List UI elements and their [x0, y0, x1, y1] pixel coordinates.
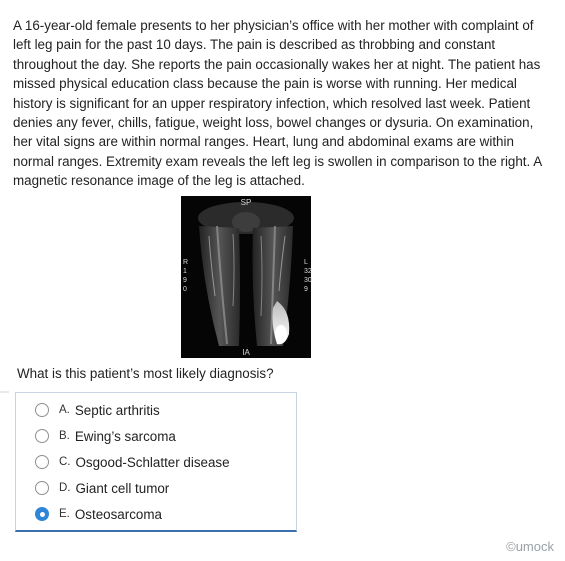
- option-text: Osgood-Schlatter disease: [75, 454, 230, 470]
- option-e[interactable]: [35, 504, 162, 524]
- svg-text:9: 9: [304, 286, 308, 293]
- watermark-logo: ©umock: [506, 539, 554, 554]
- svg-text:R: R: [183, 259, 189, 266]
- svg-text:32: 32: [304, 268, 312, 275]
- option-letter: A.: [59, 404, 70, 416]
- option-letter: E.: [59, 508, 70, 520]
- mri-scan-graphic: [181, 196, 311, 358]
- option-c[interactable]: [35, 452, 230, 472]
- option-text: Septic arthritis: [74, 402, 160, 418]
- option-text: Osteosarcoma: [74, 506, 162, 522]
- option-a[interactable]: [35, 400, 160, 420]
- option-letter: D.: [59, 482, 71, 494]
- svg-text:0: 0: [183, 286, 187, 293]
- option-text: Giant cell tumor: [75, 480, 170, 496]
- mri-label-top: SP: [240, 198, 252, 207]
- svg-text:L: L: [304, 259, 308, 266]
- radio-d[interactable]: [35, 481, 49, 495]
- svg-text:1: 1: [183, 268, 187, 275]
- mri-image: [181, 196, 311, 358]
- question-prompt: What is this patient’s most likely diagnosis?: [17, 366, 274, 381]
- answer-options: [15, 392, 297, 532]
- option-letter: B.: [59, 430, 70, 442]
- radio-c[interactable]: [35, 455, 49, 469]
- svg-text:9: 9: [183, 277, 187, 284]
- option-text: Ewing’s sarcoma: [74, 428, 176, 444]
- option-letter: C.: [59, 456, 71, 468]
- radio-a[interactable]: [35, 403, 49, 417]
- radio-b[interactable]: [35, 429, 49, 443]
- option-b[interactable]: [35, 426, 176, 446]
- left-divider: [0, 391, 9, 393]
- svg-text:30: 30: [304, 277, 312, 284]
- mri-label-bottom: IA: [242, 348, 250, 357]
- question-stem: A 16-year-old female presents to her physician’s office with her mother with complaint of left leg pain for the past 10 days. The pain is described as throbbing and constant throughout the day. She reports the pain occasionally wakes her at night. The patient has missed physical education class because the pain is worse with running. Her medical history is significant for an upper respiratory infection, which resolved last week. Patient denies any fever, chills, fatigue, weight loss, bowel changes or dysuria. On examination, her vital signs are within normal ranges. Heart, lung and abdominal exams are within normal ranges. Extremity exam reveals the left leg is swollen in comparison to the right. A magnetic resonance image of the leg is attached.: [13, 18, 542, 189]
- radio-e-selected[interactable]: [35, 507, 49, 521]
- option-d[interactable]: [35, 478, 169, 498]
